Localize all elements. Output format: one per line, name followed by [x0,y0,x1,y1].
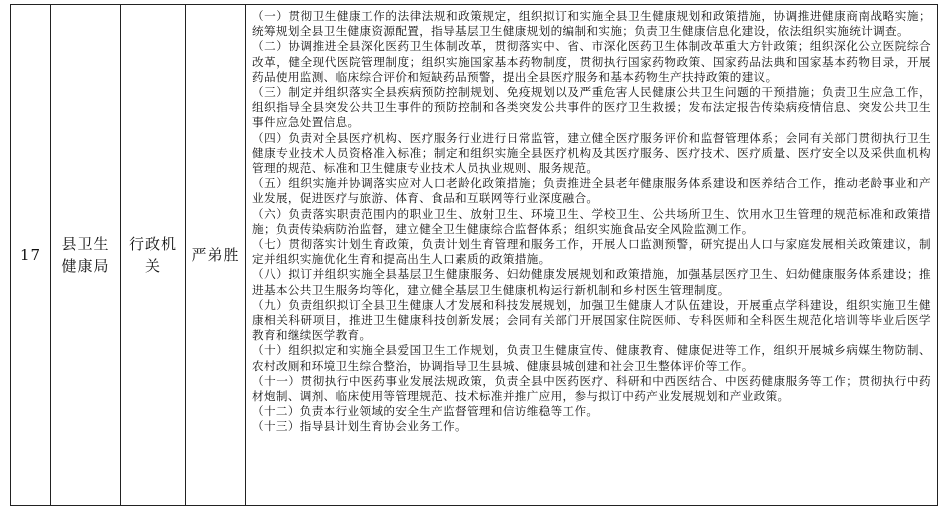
unit-type-line1: 行政机 [128,235,177,253]
duty-item-1: （一）贯彻卫生健康工作的法律法规和政策规定，组织拟订和实施全县卫生健康规划和政策措施，协调推进健康商南战略实施；统筹规划全县卫生健康资源配置，指导基层卫生健康规划的编制和实施；负责卫生健康信息化建设，依法组织实施统计调查。 [252,9,931,39]
row-number: 17 [19,246,42,264]
responsible-person-cell [186,5,246,505]
duty-item-9: （九）负责组织拟订全县卫生健康人才发展和科技发展规划，加强卫生健康人才队伍建设，开展重点学科建设，组织实施卫生健康相关科研项目，推进卫生健康科技创新发展；会同有关部门开展国家住院医师、专科医师和全科医生规范化培训等毕业后医学教育和继续医学教育。 [252,297,931,343]
duties-cell [246,5,937,505]
duty-item-5: （五）组织实施并协调落实应对人口老龄化政策措施；负责推进全县老年健康服务体系建设和医养结合工作，推动老龄事业和产业发展，促进医疗与旅游、体育、食品和互联网等行业深度融合。 [252,176,931,206]
row-number-cell [11,5,51,505]
duty-item-13: （十三）指导县计划生育协会业务工作。 [252,419,467,434]
duty-item-12: （十二）负责本行业领域的安全生产监督管理和信访维稳等工作。 [252,404,599,419]
duty-item-8: （八）拟订并组织实施全县基层卫生健康服务、妇幼健康发展规划和政策措施，加强基层医疗卫生、妇幼健康服务体系建设；推进基本公共卫生服务均等化，建立健全基层卫生健康机构运行新机制和乡村医生管理制度。 [252,267,931,297]
duty-item-6: （六）负责落实职责范围内的职业卫生、放射卫生、环境卫生、学校卫生、公共场所卫生、饮用水卫生管理的规范标准和政策措施；负责传染病防治监督，建立健全卫生健康综合监督体系；组织实施食品安全风险监测工作。 [252,206,931,236]
duty-item-4: （四）负责对全县医疗机构、医疗服务行业进行日常监管，建立健全医疗服务评价和监督管理体系；会同有关部门贯彻执行卫生健康专业技术人员资格准入标准；制定和组织实施全县医疗机构及其医疗服务、医疗技术、医疗质量、医疗安全以及采供血机构管理的规范、标准和卫生健康专业技术人员执业规则、服务规范。 [252,130,931,176]
duty-item-3: （三）制定并组织落实全县疾病预防控制规划、免疫规划以及严重危害人民健康公共卫生问题的干预措施；负责卫生应急工作，组织指导全县突发公共卫生事件的预防控制和各类突发公共事件的医疗卫生救援；发布法定报告传染病疫情信息、突发公共卫生事件应急处置信息。 [252,85,931,130]
duty-item-11: （十一）贯彻执行中医药事业发展法规政策，负责全县中医药医疗、科研和中西医结合、中医药健康服务等工作；贯彻执行中药材炮制、调剂、临床使用等管理规范、技术标准并推广应用，参与拟订中药产业发展规划和产业政策。 [252,373,931,404]
responsible-person: 严弟胜 [191,246,240,264]
unit-cell [51,5,121,505]
duty-item-2: （二）协调推进全县深化医药卫生体制改革，贯彻落实中、省、市深化医药卫生体制改革重大方针政策；组织深化公立医院综合改革，健全现代医院管理制度；组织实施国家基本药物制度，贯彻执行国家药物政策、国家药品法典和国家基本药物目录，开展药品使用监测、临床综合评价和短缺药品预警，提出全县医疗服务和基本药物生产扶持政策的建议。 [252,39,931,84]
duty-item-7: （七）贯彻落实计划生育政策，负责计划生育管理和服务工作，开展人口监测预警，研究提出人口与家庭发展相关政策建议，制定并组织实施优化生育和提高出生人口素质的政策措施。 [252,237,931,267]
unit-type-line2: 关 [144,257,161,275]
unit-name-line2: 健康局 [61,257,110,275]
unit-type-cell [121,5,186,505]
unit-name-line1: 县卫生 [61,235,110,253]
duties-table [10,4,938,506]
duty-item-10: （十）组织拟定和实施全县爱国卫生工作规划，负责卫生健康宣传、健康教育、健康促进等工作，组织开展城乡病媒生物防制、农村改厕和环境卫生综合整治，协调指导卫生县城、健康县城创建和社会卫生整体评价等工作。 [252,343,931,373]
